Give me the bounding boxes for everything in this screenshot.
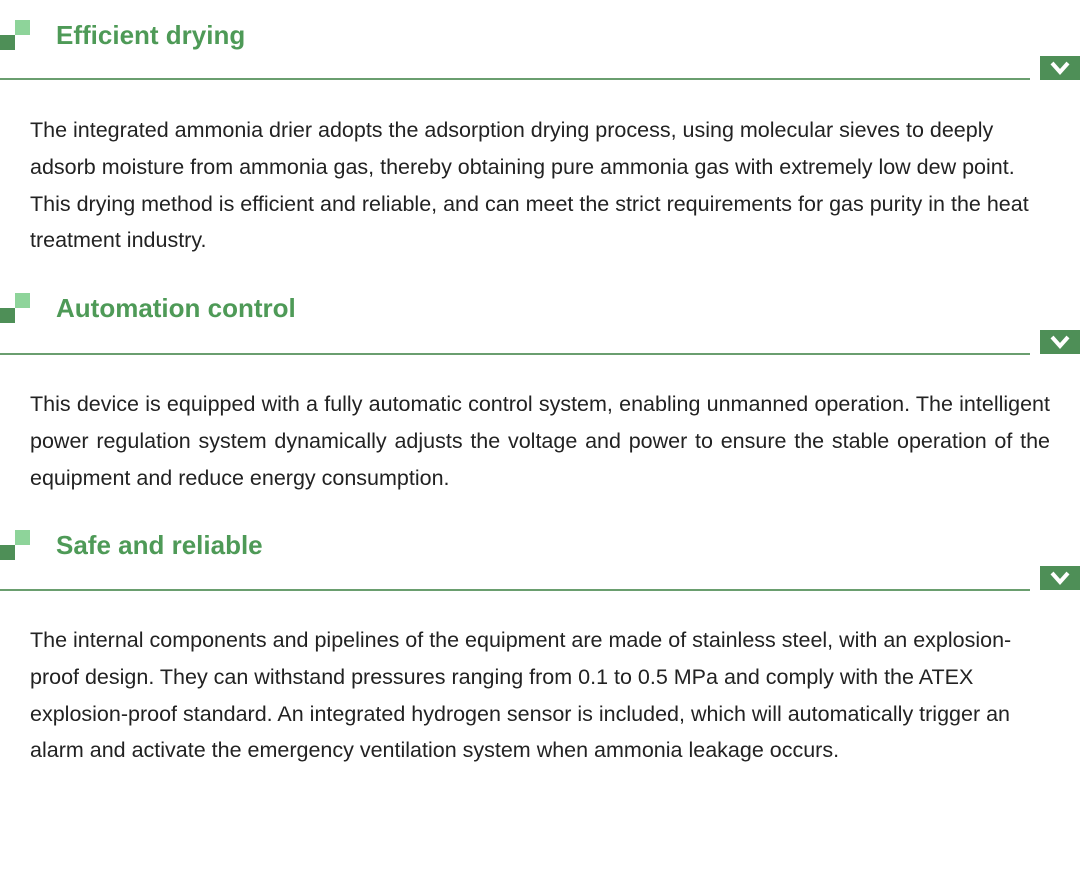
section-bullet-icon [0, 293, 32, 325]
section-header-efficient-drying [0, 20, 1080, 82]
section-title: Efficient drying [56, 20, 246, 50]
section-body-text: This device is equipped with a fully automatic control system, enabling unmanned operation. The intelligent power regulation system dynamically adjusts the voltage and power to ensure the stable operation of the equipment and reduce energy consumption. [30, 392, 1050, 490]
section-title: Automation control [56, 293, 296, 323]
expand-toggle-button[interactable] [1040, 330, 1080, 354]
section-divider [0, 589, 1030, 591]
expand-toggle-button[interactable] [1040, 56, 1080, 80]
section-body-text: The integrated ammonia drier adopts the adsorption drying process, using molecular sieves to deeply adsorb moisture from ammonia gas, thereby obtaining pure ammonia gas with extremely low dew point. This drying method is efficient and reliable, and can meet the strict requirements for gas purity in the heat treatment industry. [30, 118, 1029, 253]
section-bullet-icon [0, 20, 32, 52]
section-divider [0, 353, 1030, 355]
chevron-down-icon [1050, 60, 1070, 76]
expand-toggle-button[interactable] [1040, 566, 1080, 590]
section-header-automation-control [0, 293, 1080, 355]
chevron-down-icon [1050, 570, 1070, 586]
section-divider [0, 78, 1030, 80]
section-bullet-icon [0, 530, 32, 562]
section-body-text: The internal components and pipelines of the equipment are made of stainless steel, with an explosion-proof design. They can withstand pressures ranging from 0.1 to 0.5 MPa and comply with the ATEX explosion-proof standard. An integrated hydrogen sensor is included, which will automatically trigger an alarm and activate the emergency ventilation system when ammonia leakage occurs. [30, 628, 1012, 763]
chevron-down-icon [1050, 334, 1070, 350]
section-title: Safe and reliable [56, 530, 263, 560]
section-header-safe-and-reliable [0, 530, 1080, 592]
